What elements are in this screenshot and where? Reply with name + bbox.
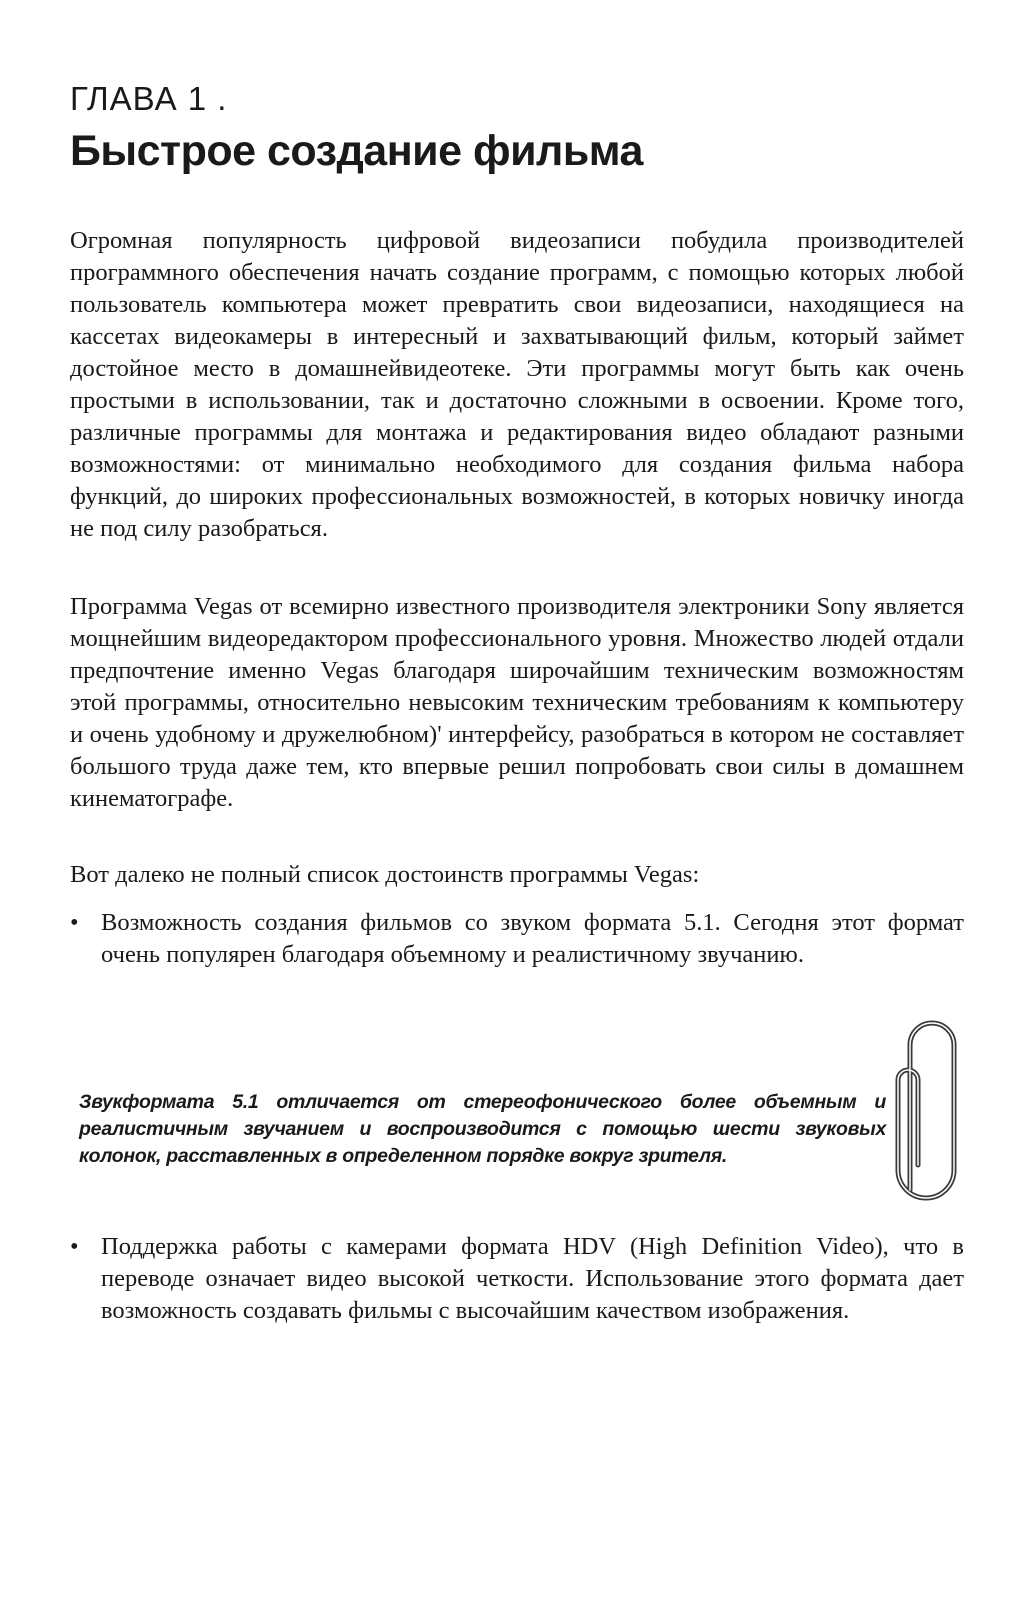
paperclip-icon	[890, 1015, 970, 1205]
list-item-text: Возможность создания фильмов со звуком формата 5.1. Сегодня этот формат очень популярен благодаря объемному и реалистичному звучанию.	[101, 909, 964, 968]
chapter-title: Быстрое создание фильма	[70, 127, 643, 175]
list-intro-paragraph: Вот далеко не полный список достоинств программы Vegas:	[70, 861, 700, 888]
note-callout: Звукформата 5.1 отличается от стереофонического более объемным и реалистичным звучанием и воспроизводится с помощью шести звуковых колонок, расставленных в определенном порядке вокруг зрителя.	[79, 1091, 886, 1167]
list-item	[70, 907, 964, 971]
bullet-marker: •	[70, 1233, 79, 1260]
list-item-text: Поддержка работы с камерами формата HDV (High Definition Video), что в переводе означает видео высокой четкости. Использование этого формата дает возможность создавать фильмы с высочайшим качеством изображения.	[101, 1233, 964, 1324]
bullet-marker: •	[70, 909, 79, 936]
vegas-paragraph: Программа Vegas от всемирно известного производителя электроники Sony является мощнейшим видеоредактором профессионального уровня. Множество людей отдали предпочтение именно Vegas благодаря широчайшим техническим возможностям этой программы, относительно невысоким техническим требованиям к компьютеру и очень удобному и дружелюбном)' интерфейсу, разобраться в котором не составляет большого труда даже тем, кто впервые решил попробовать свои силы в домашнем кинематографе.	[70, 593, 964, 812]
intro-paragraph: Огромная популярность цифровой видеозаписи побудила производителей программного обеспечения начать создание программ, с помощью которых любой пользователь компьютера может превратить свои видеозаписи, находящиеся на кассетах видеокамеры в интересный и захватывающий фильм, который займет достойное место в домашнейвидеотеке. Эти программы могут быть как очень простыми в использовании, так и достаточно сложными в освоении. Кроме того, различные программы для монтажа и редактирования видео обладают разными возможностями: от минимально необходимого для создания фильма набора функций, до широких профессиональных возможностей, в которых новичку иногда не под силу разобраться.	[70, 227, 964, 542]
list-item	[70, 1231, 964, 1327]
chapter-label: ГЛАВА 1 .	[70, 80, 228, 117]
